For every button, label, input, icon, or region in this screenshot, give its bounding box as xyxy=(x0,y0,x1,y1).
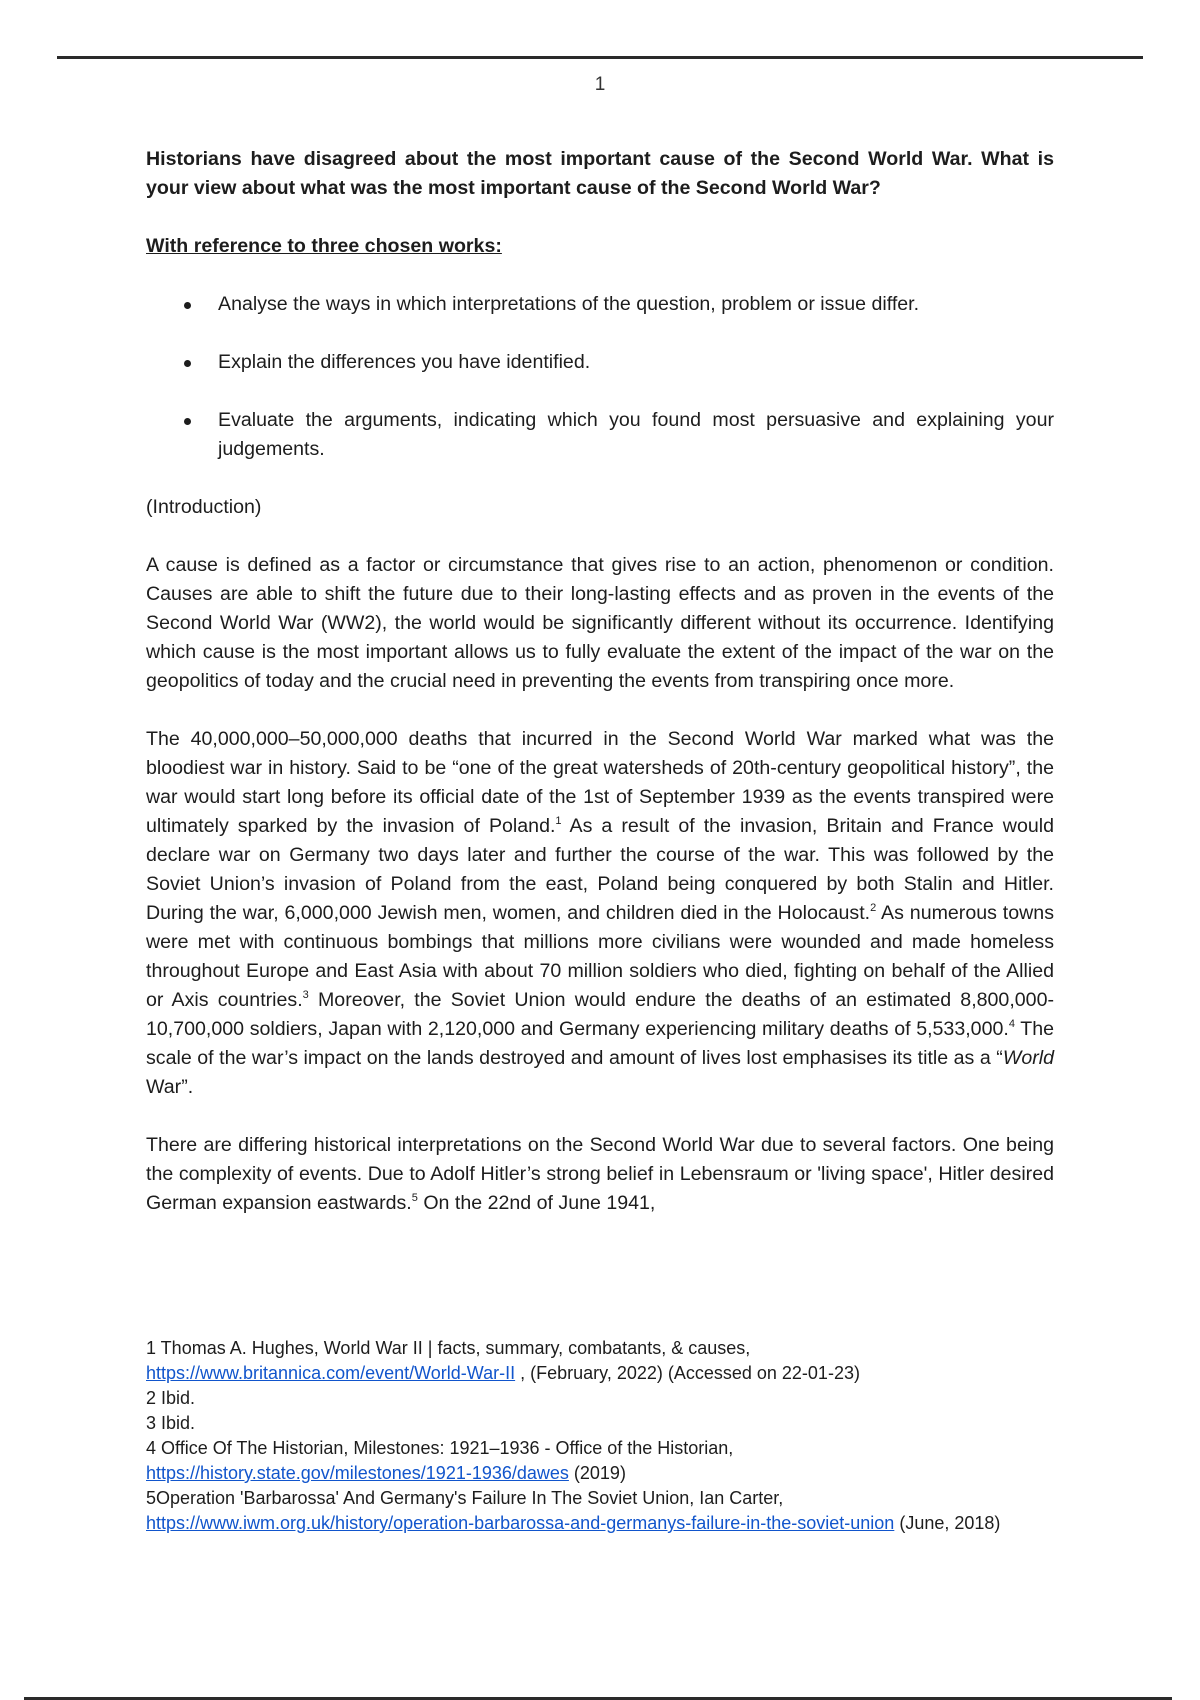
text-run: As a result of the invasion, Britain and France would declare war on Germany two days later and further the course of the war. This was followed by the Soviet Union’s invasion of Poland from the east, Poland being conquered by both Stalin and Hitler. During the war, 6,000,000 Jewish men, women, and children died in the Holocaust. xyxy=(146,815,1054,924)
footnotes xyxy=(146,1336,1066,1536)
task-subheading: With reference to three chosen works: xyxy=(146,235,502,257)
paragraph-definition: A cause is defined as a factor or circumstance that gives rise to an action, phenomenon or condition. Causes are able to shift the future due to their long-lasting effects and as proven in the events of the Second World War (WW2), the world would be significantly different without its occurrence. Identifying which cause is the most important allows us to fully evaluate the extent of the impact of the war on the geopolitics of today and the crucial need in preventing the events from transpiring once more. xyxy=(146,554,1054,692)
footnote-2: 2 Ibid. xyxy=(146,1388,196,1408)
footnote-text: 5Operation 'Barbarossa' And Germany's Failure In The Soviet Union, Ian Carter, xyxy=(146,1488,784,1508)
text-run: The 40,000,000–50,000,000 deaths that incurred in the Second World War marked what was the bloodiest war in history. Said to be “one of the great watersheds of 20th-century geopolitical history”, the war would start long before its official date of the 1st of September 1939 as the events transpired were ultimately sparked by the invasion of Poland. xyxy=(146,728,1054,837)
footnote-link[interactable]: https://history.state.gov/milestones/1921-1936/dawes xyxy=(146,1463,569,1483)
footnote-text: (2019) xyxy=(568,1463,626,1483)
footnote-text: (June, 2018) xyxy=(894,1513,1001,1533)
task-item: Analyse the ways in which interpretations of the question, problem or issue differ. xyxy=(146,290,1054,319)
footnote-ref[interactable]: 5 xyxy=(411,1192,418,1204)
page-number: 1 xyxy=(594,74,606,95)
footnote-ref[interactable]: 3 xyxy=(302,989,309,1001)
footnote-ref[interactable]: 4 xyxy=(1008,1018,1015,1030)
footnote-4 xyxy=(146,1436,1066,1486)
footnote-link[interactable]: https://www.britannica.com/event/World-War-II xyxy=(146,1363,516,1383)
task-item: Explain the differences you have identified. xyxy=(146,348,1054,377)
footnote-text: , (February, 2022) (Accessed on 22-01-23) xyxy=(515,1363,860,1383)
footnote-3: 3 Ibid. xyxy=(146,1413,196,1433)
text-run: As numerous towns were met with continuous bombings that millions more civilians were wounded and made homeless throughout Europe and East Asia with about 70 million soldiers who died, fighting on behalf of the Allied or Axis countries. xyxy=(146,902,1054,1011)
header-rule xyxy=(57,56,1143,59)
footnote-text: 4 Office Of The Historian, Milestones: 1921–1936 - Office of the Historian, xyxy=(146,1438,734,1458)
paragraph-death-toll xyxy=(146,725,1054,1102)
footnote-text: 1 Thomas A. Hughes, World War II | facts, summary, combatants, & causes, xyxy=(146,1338,751,1358)
footnote-link[interactable]: https://www.iwm.org.uk/history/operation-barbarossa-and-germanys-failure-in-the-soviet-union xyxy=(146,1513,895,1533)
text-run: Moreover, the Soviet Union would endure the deaths of an estimated 8,800,000-10,700,000 soldiers, Japan with 2,120,000 and Germany experiencing military deaths of 5,533,000. xyxy=(146,989,1054,1040)
text-run: There are differing historical interpretations on the Second World War due to several factors. One being the complexity of events. Due to Adolf Hitler’s strong belief in Lebensraum or 'living space', Hitler desired German expansion eastwards. xyxy=(146,1134,1054,1214)
task-item: Evaluate the arguments, indicating which you found most persuasive and explaining your judgements. xyxy=(146,406,1054,464)
text-run: War”. xyxy=(146,1076,194,1098)
section-label: (Introduction) xyxy=(146,496,262,518)
document-body xyxy=(146,145,1054,1218)
text-run: The scale of the war’s impact on the lands destroyed and amount of lives lost emphasises its title as a “ xyxy=(146,1018,1054,1069)
footnote-ref[interactable]: 2 xyxy=(870,902,877,914)
essay-question: Historians have disagreed about the most important cause of the Second World War. What is your view about what was the most important cause of the Second World War? xyxy=(146,148,1054,199)
footnote-1 xyxy=(146,1336,1066,1386)
task-list xyxy=(146,290,1054,464)
footnote-ref[interactable]: 1 xyxy=(555,815,562,827)
text-run: On the 22nd of June 1941, xyxy=(417,1192,656,1214)
emphasis-text: World xyxy=(1002,1047,1054,1069)
footnote-5 xyxy=(146,1486,1066,1536)
paragraph-interpretations xyxy=(146,1131,1054,1218)
